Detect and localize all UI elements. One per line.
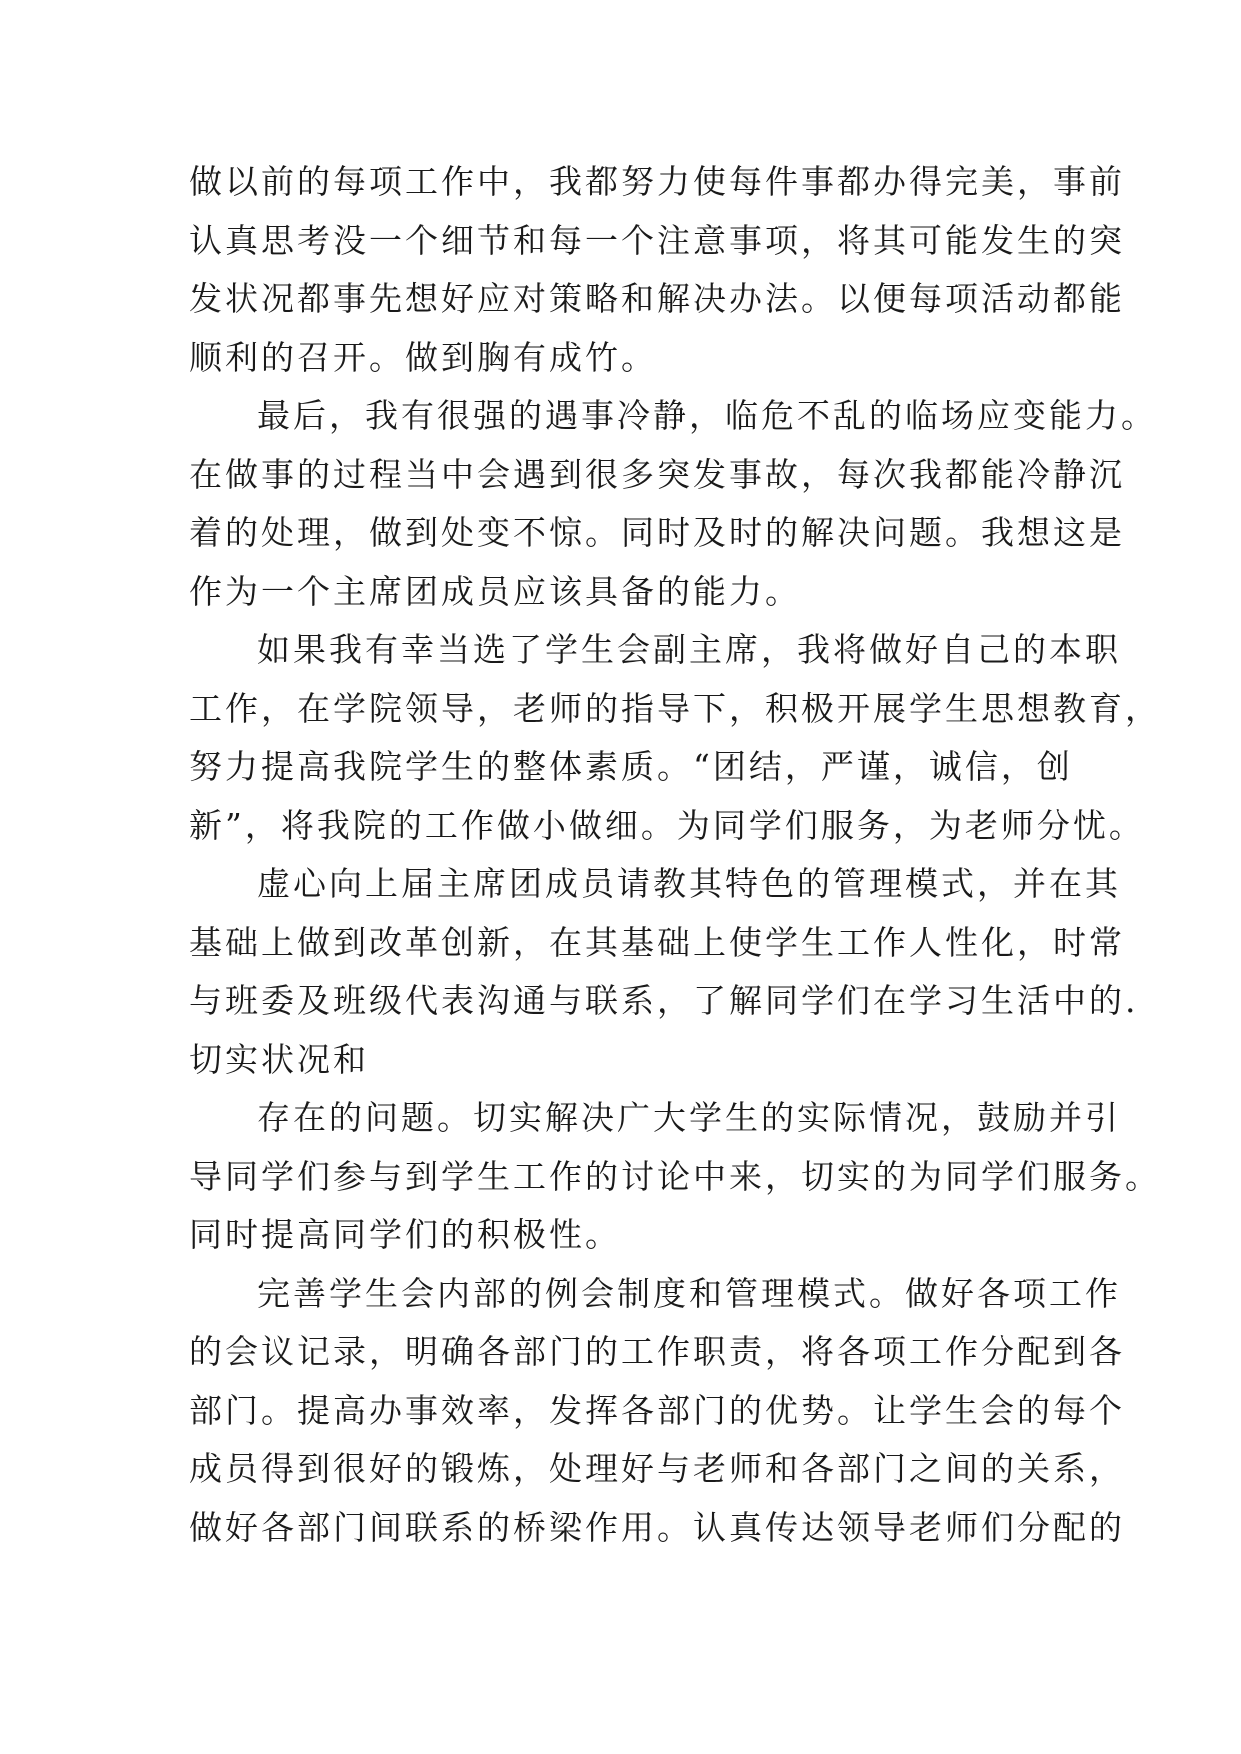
paragraph-first-line: 虚心向上届主席团成员请教其特色的管理模式，并在其 [257, 864, 1121, 903]
document-body [189, 153, 1161, 1557]
text-line: 基础上做到改革创新，在其基础上使学生工作人性化，时常 [189, 922, 1125, 962]
text-line: 发状况都事先想好应对策略和解决办法。以便每项活动都能 [189, 279, 1125, 318]
text-line: 导同学们参与到学生工作的讨论中来，切实的为同学们服务。 [189, 1156, 1161, 1196]
paragraph-first-line: 存在的问题。切实解决广大学生的实际情况，鼓励并引 [257, 1098, 1121, 1137]
text-line: 做以前的每项工作中，我都努力使每件事都办得完美，事前 [189, 162, 1125, 201]
text-line: 努力提高我院学生的整体素质。“团结，严谨，诚信，创 [189, 747, 1073, 786]
paragraph-first-line: 最后，我有很强的遇事冷静，临危不乱的临场应变能力。 [257, 396, 1157, 435]
text-line: 作为一个主席团成员应该具备的能力。 [189, 571, 801, 611]
text-line: 做好各部门间联系的桥梁作用。认真传达领导老师们分配的 [189, 1507, 1125, 1547]
text-line: 工作，在学院领导，老师的指导下，积极开展学生思想教育， [189, 688, 1161, 728]
paragraph-first-line: 完善学生会内部的例会制度和管理模式。做好各项工作 [257, 1273, 1121, 1313]
text-line: 新”，将我院的工作做小做细。为同学们服务，为老师分忧。 [189, 805, 1145, 845]
paragraph-first-line: 如果我有幸当选了学生会副主席，我将做好自己的本职 [257, 630, 1121, 669]
text-line: 同时提高同学们的积极性。 [189, 1215, 621, 1254]
text-line: 部门。提高办事效率，发挥各部门的优势。让学生会的每个 [189, 1390, 1125, 1430]
text-line: 切实状况和 [189, 1039, 369, 1079]
text-line: 着的处理，做到处变不惊。同时及时的解决问题。我想这是 [189, 513, 1125, 552]
text-line: 成员得到很好的锻炼，处理好与老师和各部门之间的关系， [189, 1449, 1125, 1488]
text-line: 的会议记录，明确各部门的工作职责，将各项工作分配到各 [189, 1332, 1125, 1371]
text-line: 在做事的过程当中会遇到很多突发事故，每次我都能冷静沉 [189, 454, 1125, 494]
text-line: 顺利的召开。做到胸有成竹。 [189, 337, 657, 377]
text-line: 认真思考没一个细节和每一个注意事项，将其可能发生的突 [189, 220, 1125, 260]
text-line: 与班委及班级代表沟通与联系，了解同学们在学习生活中的. [189, 981, 1139, 1020]
